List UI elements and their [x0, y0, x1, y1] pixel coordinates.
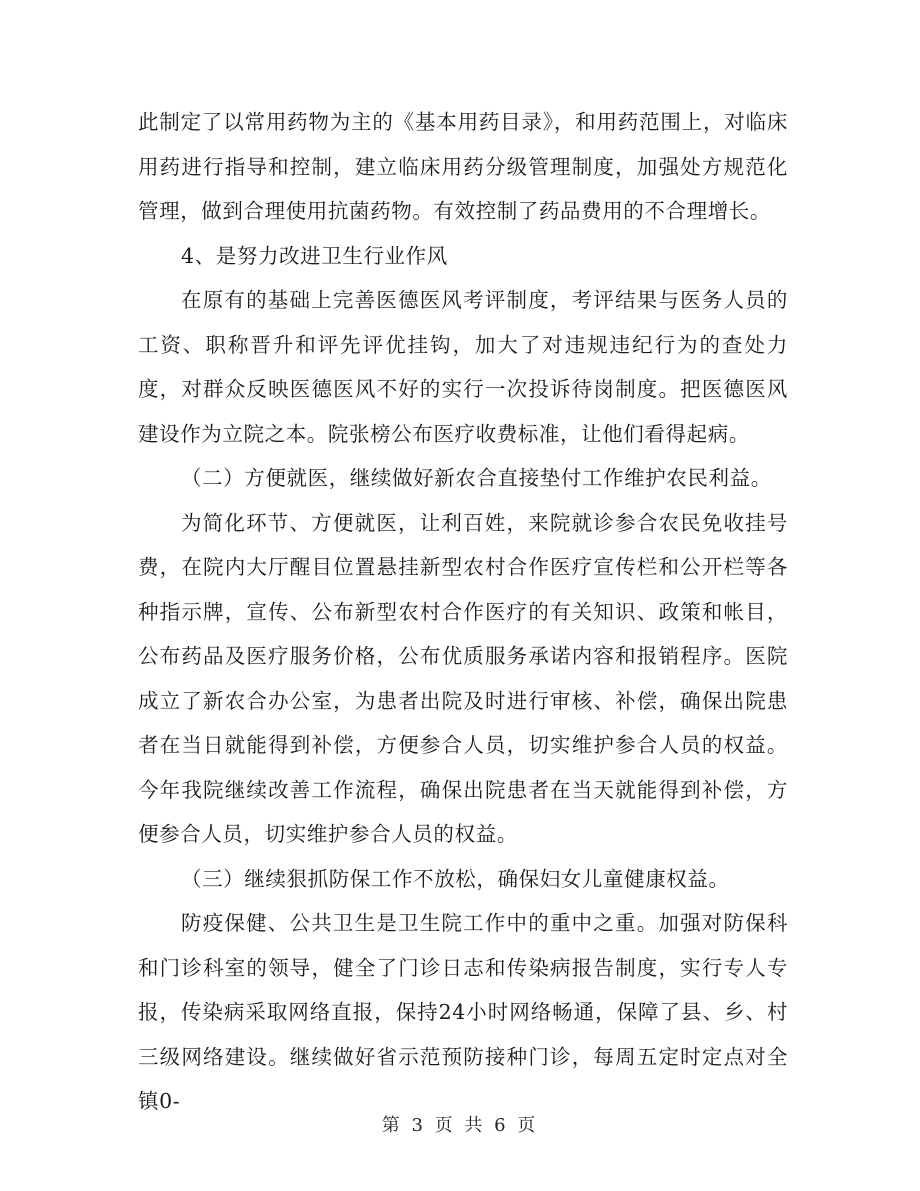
paragraph-7: 防疫保健、公共卫生是卫生院工作中的重中之重。加强对防保科和门诊科室的领导，健全了门诊日志和传染病报告制度，实行专人专报，传染病采取网络直报，保持24小时网络畅通，保障了县、乡、村三级网络建设。继续做好省示范预防接种门诊，每周五定时定点对全镇0-: [138, 911, 788, 1113]
paragraph-2-heading: 4、是努力改进卫生行业作风: [181, 243, 448, 268]
paragraph-6-heading: （三）继续狠抓防保工作不放松，确保妇女儿童健康权益。: [181, 866, 730, 891]
paragraph-1: 此制定了以常用药物为主的《基本用药目录》，和用药范围上，对临床用药进行指导和控制，建立临床用药分级管理制度，加强处方规范化管理，做到合理使用抗菌药物。有效控制了药品费用的不合理增长。: [138, 110, 788, 223]
page-number-footer: 第 3 页 共 6 页: [381, 1115, 539, 1136]
document-body: [138, 100, 788, 1124]
paragraph-5: 为简化环节、方便就医，让利百姓，来院就诊参合农民免收挂号费，在院内大厅醒目位置悬挂新型农村合作医疗宣传栏和公开栏等各种指示牌，宣传、公布新型农村合作医疗的有关知识、政策和帐目，公布药品及医疗服务价格，公布优质服务承诺内容和报销程序。医院成立了新农合办公室，为患者出院及时进行审核、补偿，确保出院患者在当日就能得到补偿，方便参合人员，切实维护参合人员的权益。今年我院继续改善工作流程，确保出院患者在当天就能得到补偿，方便参合人员，切实维护参合人员的权益。: [138, 510, 788, 846]
paragraph-4-heading: （二）方便就医，继续做好新农合直接垫付工作维护农民利益。: [181, 466, 772, 490]
paragraph-3: 在原有的基础上完善医德医风考评制度，考评结果与医务人员的工资、职称晋升和评先评优挂钩，加大了对违规违纪行为的查处力度，对群众反映医德医风不好的实行一次投诉待岗制度。把医德医风建设作为立院之本。院张榜公布医疗收费标准，让他们看得起病。: [138, 288, 788, 446]
